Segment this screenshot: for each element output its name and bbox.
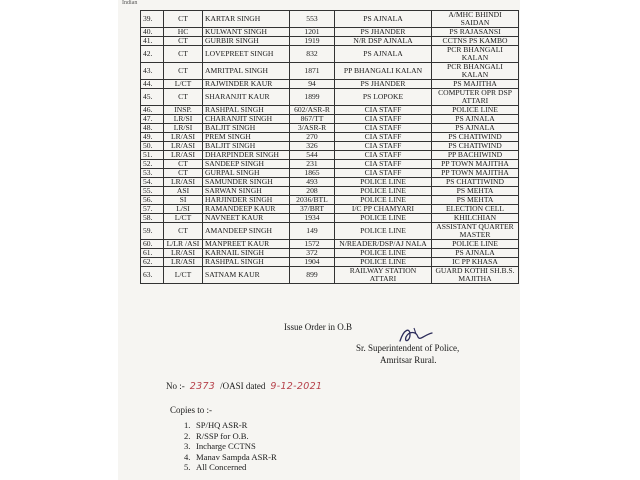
rank-cell: LR/SI	[164, 115, 203, 124]
rank-cell: HC	[164, 28, 203, 37]
from-cell: PS JHANDER	[335, 28, 432, 37]
to-cell: PCR BHANGALI KALAN	[432, 46, 519, 63]
number-cell: 899	[290, 267, 335, 284]
number-cell: 1572	[290, 240, 335, 249]
name-cell: RASHPAL SINGH	[203, 106, 290, 115]
to-cell: PS MEHTA	[432, 196, 519, 205]
from-cell: POLICE LINE	[335, 258, 432, 267]
number-cell: 553	[290, 11, 335, 28]
serial-cell: 46.	[141, 106, 164, 115]
name-cell: RAJWINDER KAUR	[203, 80, 290, 89]
table-row	[141, 80, 519, 89]
from-cell: PP BHANGALI KALAN	[335, 63, 432, 80]
to-cell: PS MEHTA	[432, 187, 519, 196]
number-cell: 2036/BTL	[290, 196, 335, 205]
issue-order-text: Issue Order in O.B	[284, 322, 352, 332]
number-cell: 602/ASR-R	[290, 106, 335, 115]
from-cell: RAILWAY STATION ATTARI	[335, 267, 432, 284]
copies-label: Copies to :-	[170, 405, 212, 415]
number-cell: 208	[290, 187, 335, 196]
serial-cell: 61.	[141, 249, 164, 258]
rank-cell: LR/ASI	[164, 249, 203, 258]
table-row	[141, 89, 519, 106]
rank-cell: LR/ASI	[164, 178, 203, 187]
number-cell: 231	[290, 160, 335, 169]
serial-cell: 50.	[141, 142, 164, 151]
to-cell: PP BACHIWIND	[432, 151, 519, 160]
rank-cell: LR/SI	[164, 124, 203, 133]
name-cell: BALJIT SINGH	[203, 142, 290, 151]
rank-cell: INSP.	[164, 106, 203, 115]
number-cell: 270	[290, 133, 335, 142]
serial-cell: 42.	[141, 46, 164, 63]
copy-item: 5. All Concerned	[184, 462, 247, 473]
table-row	[141, 151, 519, 160]
reference-no-label: No :-	[166, 381, 185, 391]
reference-number: 2373	[189, 381, 216, 392]
name-cell: MANPREET KAUR	[203, 240, 290, 249]
copy-item: 4. Manav Sampda ASR-R	[184, 451, 277, 462]
to-cell: POLICE LINE	[432, 240, 519, 249]
number-cell: 544	[290, 151, 335, 160]
serial-cell: 43.	[141, 63, 164, 80]
from-cell: CIA STAFF	[335, 169, 432, 178]
reference-suffix: /OASI dated	[220, 381, 266, 391]
table-row	[141, 46, 519, 63]
name-cell: NAVNEET KAUR	[203, 214, 290, 223]
rank-cell: SI	[164, 196, 203, 205]
table-row	[141, 267, 519, 284]
table-row	[141, 240, 519, 249]
number-cell: 1201	[290, 28, 335, 37]
serial-cell: 63.	[141, 267, 164, 284]
name-cell: SAMUNDER SINGH	[203, 178, 290, 187]
to-cell: PS CHATTIWIND	[432, 178, 519, 187]
from-cell: POLICE LINE	[335, 223, 432, 240]
table-row	[141, 223, 519, 240]
number-cell: 372	[290, 249, 335, 258]
serial-cell: 41.	[141, 37, 164, 46]
number-cell: 1919	[290, 37, 335, 46]
name-cell: LOVEPREET SINGH	[203, 46, 290, 63]
name-cell: GURBIR SINGH	[203, 37, 290, 46]
name-cell: AMRITPAL SINGH	[203, 63, 290, 80]
table-row	[141, 178, 519, 187]
rank-cell: LR/ASI	[164, 133, 203, 142]
number-cell: 1871	[290, 63, 335, 80]
from-cell: CIA STAFF	[335, 133, 432, 142]
name-cell: RASHPAL SINGH	[203, 258, 290, 267]
copy-item: 2. R/SSP for O.B.	[184, 430, 249, 441]
table-row	[141, 28, 519, 37]
serial-cell: 62.	[141, 258, 164, 267]
name-cell: SARWAN SINGH	[203, 187, 290, 196]
from-cell: CIA STAFF	[335, 151, 432, 160]
number-cell: 1865	[290, 169, 335, 178]
table-row	[141, 142, 519, 151]
rank-cell: L/CT	[164, 267, 203, 284]
name-cell: CHARANJIT SINGH	[203, 115, 290, 124]
rank-cell: L/CT	[164, 80, 203, 89]
name-cell: DHARPINDER SINGH	[203, 151, 290, 160]
number-cell: 326	[290, 142, 335, 151]
rank-cell: LR/ASI	[164, 258, 203, 267]
to-cell: PP TOWN MAJITHA	[432, 169, 519, 178]
to-cell: POLICE LINE	[432, 106, 519, 115]
rank-cell: CT	[164, 89, 203, 106]
from-cell: CIA STAFF	[335, 115, 432, 124]
rank-cell: LR/ASI	[164, 151, 203, 160]
to-cell: ELECTION CELL	[432, 205, 519, 214]
rank-cell: CT	[164, 169, 203, 178]
from-cell: POLICE LINE	[335, 187, 432, 196]
name-cell: KARTAR SINGH	[203, 11, 290, 28]
serial-cell: 40.	[141, 28, 164, 37]
rank-cell: L/SI	[164, 205, 203, 214]
name-cell: KULWANT SINGH	[203, 28, 290, 37]
serial-cell: 49.	[141, 133, 164, 142]
rank-cell: ASI	[164, 187, 203, 196]
name-cell: BALJIT SINGH	[203, 124, 290, 133]
number-cell: 1934	[290, 214, 335, 223]
name-cell: SHARANJIT KAUR	[203, 89, 290, 106]
number-cell: 3/ASR-R	[290, 124, 335, 133]
table-row	[141, 187, 519, 196]
name-cell: SANDEEP SINGH	[203, 160, 290, 169]
serial-cell: 44.	[141, 80, 164, 89]
rank-cell: CT	[164, 63, 203, 80]
rank-cell: CT	[164, 37, 203, 46]
to-cell: PS CHATIWIND	[432, 142, 519, 151]
number-cell: 493	[290, 178, 335, 187]
rank-cell: LR/ASI	[164, 142, 203, 151]
rank-cell: L/LR /ASI	[164, 240, 203, 249]
name-cell: GURPAL SINGH	[203, 169, 290, 178]
name-cell: KARNAIL SINGH	[203, 249, 290, 258]
transfer-table	[140, 10, 519, 284]
to-cell: PS RAJASANSI	[432, 28, 519, 37]
copy-item: 3. Incharge CCTNS	[184, 441, 256, 452]
name-cell: RAMANDEEP KAUR	[203, 205, 290, 214]
serial-cell: 56.	[141, 196, 164, 205]
number-cell: 37/BRT	[290, 205, 335, 214]
from-cell: I/C PP CHAMYARI	[335, 205, 432, 214]
table-row	[141, 11, 519, 28]
serial-cell: 45.	[141, 89, 164, 106]
table-row	[141, 133, 519, 142]
to-cell: PS AJNALA	[432, 124, 519, 133]
to-cell: KHILCHIAN	[432, 214, 519, 223]
number-cell: 149	[290, 223, 335, 240]
serial-cell: 59.	[141, 223, 164, 240]
from-cell: N/READER/DSP/AJ NALA	[335, 240, 432, 249]
serial-cell: 58.	[141, 214, 164, 223]
from-cell: PS LOPOKE	[335, 89, 432, 106]
table-row	[141, 249, 519, 258]
from-cell: CIA STAFF	[335, 160, 432, 169]
to-cell: PS AJNALA	[432, 115, 519, 124]
serial-cell: 51.	[141, 151, 164, 160]
serial-cell: 39.	[141, 11, 164, 28]
table-row	[141, 63, 519, 80]
number-cell: 1899	[290, 89, 335, 106]
copy-item: 1. SP/HQ ASR-R	[184, 420, 248, 430]
rank-cell: CT	[164, 223, 203, 240]
rank-cell: CT	[164, 11, 203, 28]
serial-cell: 48.	[141, 124, 164, 133]
to-cell: ASSISTANT QUARTER MASTER	[432, 223, 519, 240]
table-row	[141, 205, 519, 214]
from-cell: PS JHANDER	[335, 80, 432, 89]
from-cell: CIA STAFF	[335, 124, 432, 133]
name-cell: HARJINDER SINGH	[203, 196, 290, 205]
to-cell: PP TOWN MAJITHA	[432, 160, 519, 169]
table-row	[141, 106, 519, 115]
reference-date: 9-12-2021	[270, 381, 323, 392]
from-cell: POLICE LINE	[335, 214, 432, 223]
to-cell: PS CHATIWIND	[432, 133, 519, 142]
serial-cell: 53.	[141, 169, 164, 178]
from-cell: POLICE LINE	[335, 178, 432, 187]
serial-cell: 54.	[141, 178, 164, 187]
to-cell: PS AJNALA	[432, 249, 519, 258]
serial-cell: 57.	[141, 205, 164, 214]
table-row	[141, 169, 519, 178]
name-cell: SATNAM KAUR	[203, 267, 290, 284]
to-cell: CCTNS PS KAMBO	[432, 37, 519, 46]
to-cell: GUARD KOTHI SH.B.S. MAJITHA	[432, 267, 519, 284]
signatory-title: Sr. Superintendent of Police,	[356, 343, 460, 353]
from-cell: PS AJNALA	[335, 11, 432, 28]
from-cell: N/R DSP AJNALA	[335, 37, 432, 46]
table-row	[141, 258, 519, 267]
table-row	[141, 37, 519, 46]
signatory-office: Amritsar Rural.	[380, 355, 437, 365]
from-cell: CIA STAFF	[335, 106, 432, 115]
rank-cell: CT	[164, 160, 203, 169]
from-cell: POLICE LINE	[335, 249, 432, 258]
number-cell: 94	[290, 80, 335, 89]
table-row	[141, 214, 519, 223]
serial-cell: 52.	[141, 160, 164, 169]
to-cell: PCR BHANGALI KALAN	[432, 63, 519, 80]
from-cell: POLICE LINE	[335, 196, 432, 205]
to-cell: A/MHC BHINDI SAIDAN	[432, 11, 519, 28]
reference-line	[166, 381, 322, 392]
serial-cell: 55.	[141, 187, 164, 196]
serial-cell: 47.	[141, 115, 164, 124]
from-cell: PS AJNALA	[335, 46, 432, 63]
number-cell: 867/TT	[290, 115, 335, 124]
name-cell: PREM SINGH	[203, 133, 290, 142]
number-cell: 832	[290, 46, 335, 63]
corner-text: Indian	[122, 0, 138, 6]
serial-cell: 60.	[141, 240, 164, 249]
rank-cell: L/CT	[164, 214, 203, 223]
to-cell: PS MAJITHA	[432, 80, 519, 89]
table-row	[141, 160, 519, 169]
transfer-table-body	[141, 11, 519, 284]
table-row	[141, 115, 519, 124]
from-cell: CIA STAFF	[335, 142, 432, 151]
name-cell: AMANDEEP SINGH	[203, 223, 290, 240]
copies-list	[184, 420, 277, 473]
table-row	[141, 196, 519, 205]
rank-cell: CT	[164, 46, 203, 63]
table-row	[141, 124, 519, 133]
to-cell: COMPUTER OPR DSP ATTARI	[432, 89, 519, 106]
to-cell: IC PP KHASA	[432, 258, 519, 267]
number-cell: 1904	[290, 258, 335, 267]
